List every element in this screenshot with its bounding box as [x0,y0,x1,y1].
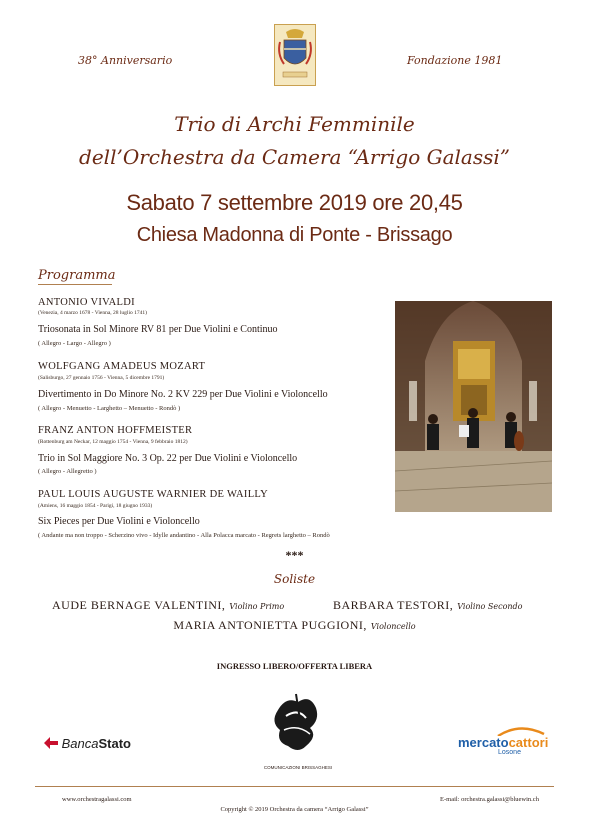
event-place: Chiesa Madonna di Ponte - Brissago [136,224,453,246]
admission-text: INGRESSO LIBERO/OFFERTA LIBERA [216,661,373,671]
soloists-heading: Soliste [273,572,316,586]
market-word-1: mercato [458,735,509,750]
program-underline [38,284,112,285]
composer-dates: (Venezia, 4 marzo 1678 - Vienna, 28 luglio 1741) [38,310,147,316]
soloist-name: BARBARA TESTORI, [333,598,454,612]
bancastato-mark-icon [44,737,58,749]
work-title: Divertimento in Do Minore No. 2 KV 229 per Due Violini e Violoncello [38,389,328,400]
work-title: Trio in Sol Maggiore No. 3 Op. 22 per Due Violini e Violoncello [38,453,298,464]
work-movements: ( Allegro - Largo - Allegro ) [38,340,111,347]
work-movements: ( Allegro - Allegretto ) [38,468,97,475]
bank-word-2: Stato [98,736,131,751]
work-title: Six Pieces per Due Violini e Violoncello [38,516,200,527]
bank-word-1: Banca [61,736,99,751]
title-line-1: Trio di Archi Femminile [174,112,415,136]
composer-name: FRANZ ANTON HOFFMEISTER [38,425,193,436]
soloist-role: Violoncello [370,622,416,631]
title-line-2: dell’Orchestra da Camera “Arrigo Galassi” [79,145,510,169]
trio-performance-photo [395,301,552,512]
footer-divider [35,786,554,787]
soloist-name: MARIA ANTONIETTA PUGGIONI, [173,618,367,632]
event-date: Sabato 7 settembre 2019 ore 20,45 [126,190,463,215]
market-word-2: cattori [508,735,549,750]
comunicazioni-brissaghesi-logo [262,690,334,772]
email-link[interactable]: E-mail: orchestra.galassi@bluewin.ch [440,796,539,803]
anniversary-text: 38° Anniversario [78,54,173,67]
foundation-text: Fondazione 1981 [407,54,503,67]
work-movements: ( Allegro - Menuetto - Larghetto – Menuetto - Rondò ) [38,405,181,412]
composer-name: ANTONIO VIVALDI [38,297,135,308]
soloist-1 [52,596,284,614]
work-movements: ( Andante ma non troppo - Scherzino vivo - Idylle andantino - Alla Polacca marcato - Regrets larghetto – Rondò [38,532,330,539]
composer-dates: (Salisburgo, 27 gennaio 1756 - Vienna, 5 dicembre 1791) [38,375,165,381]
separator-stars: *** [285,548,304,562]
soloist-name: AUDE BERNAGE VALENTINI, [52,598,226,612]
soloist-3 [0,616,589,634]
bancastato-logo [44,736,131,751]
mercatocattori-logo [458,726,550,756]
work-title: Triosonata in Sol Minore RV 81 per Due Violini e Continuo [38,324,278,335]
composer-dates: (Amiens, 16 maggio 1854 - Parigi, 18 giugno 1933) [38,503,153,509]
copyright-text: Copyright © 2019 Orchestra da camera “Arrigo Galassi” [220,806,369,813]
soloist-2 [333,596,523,614]
crest-logo [274,24,316,86]
center-logo-text: COMUNICAZIONI BRISSAGHESI [263,765,333,770]
soloist-role: Violino Primo [229,602,285,611]
soloist-role: Violino Secondo [457,602,523,611]
website-link[interactable]: www.orchestragalassi.com [62,796,132,803]
composer-name: WOLFGANG AMADEUS MOZART [38,361,206,372]
composer-name: PAUL LOUIS AUGUSTE WARNIER DE WAILLY [38,489,268,500]
market-sub: Losone [498,749,521,756]
composer-dates: (Rottenburg am Neckar, 12 maggio 1754 - Vienna, 9 febbraio 1812) [38,439,188,445]
program-heading: Programma [38,268,116,283]
